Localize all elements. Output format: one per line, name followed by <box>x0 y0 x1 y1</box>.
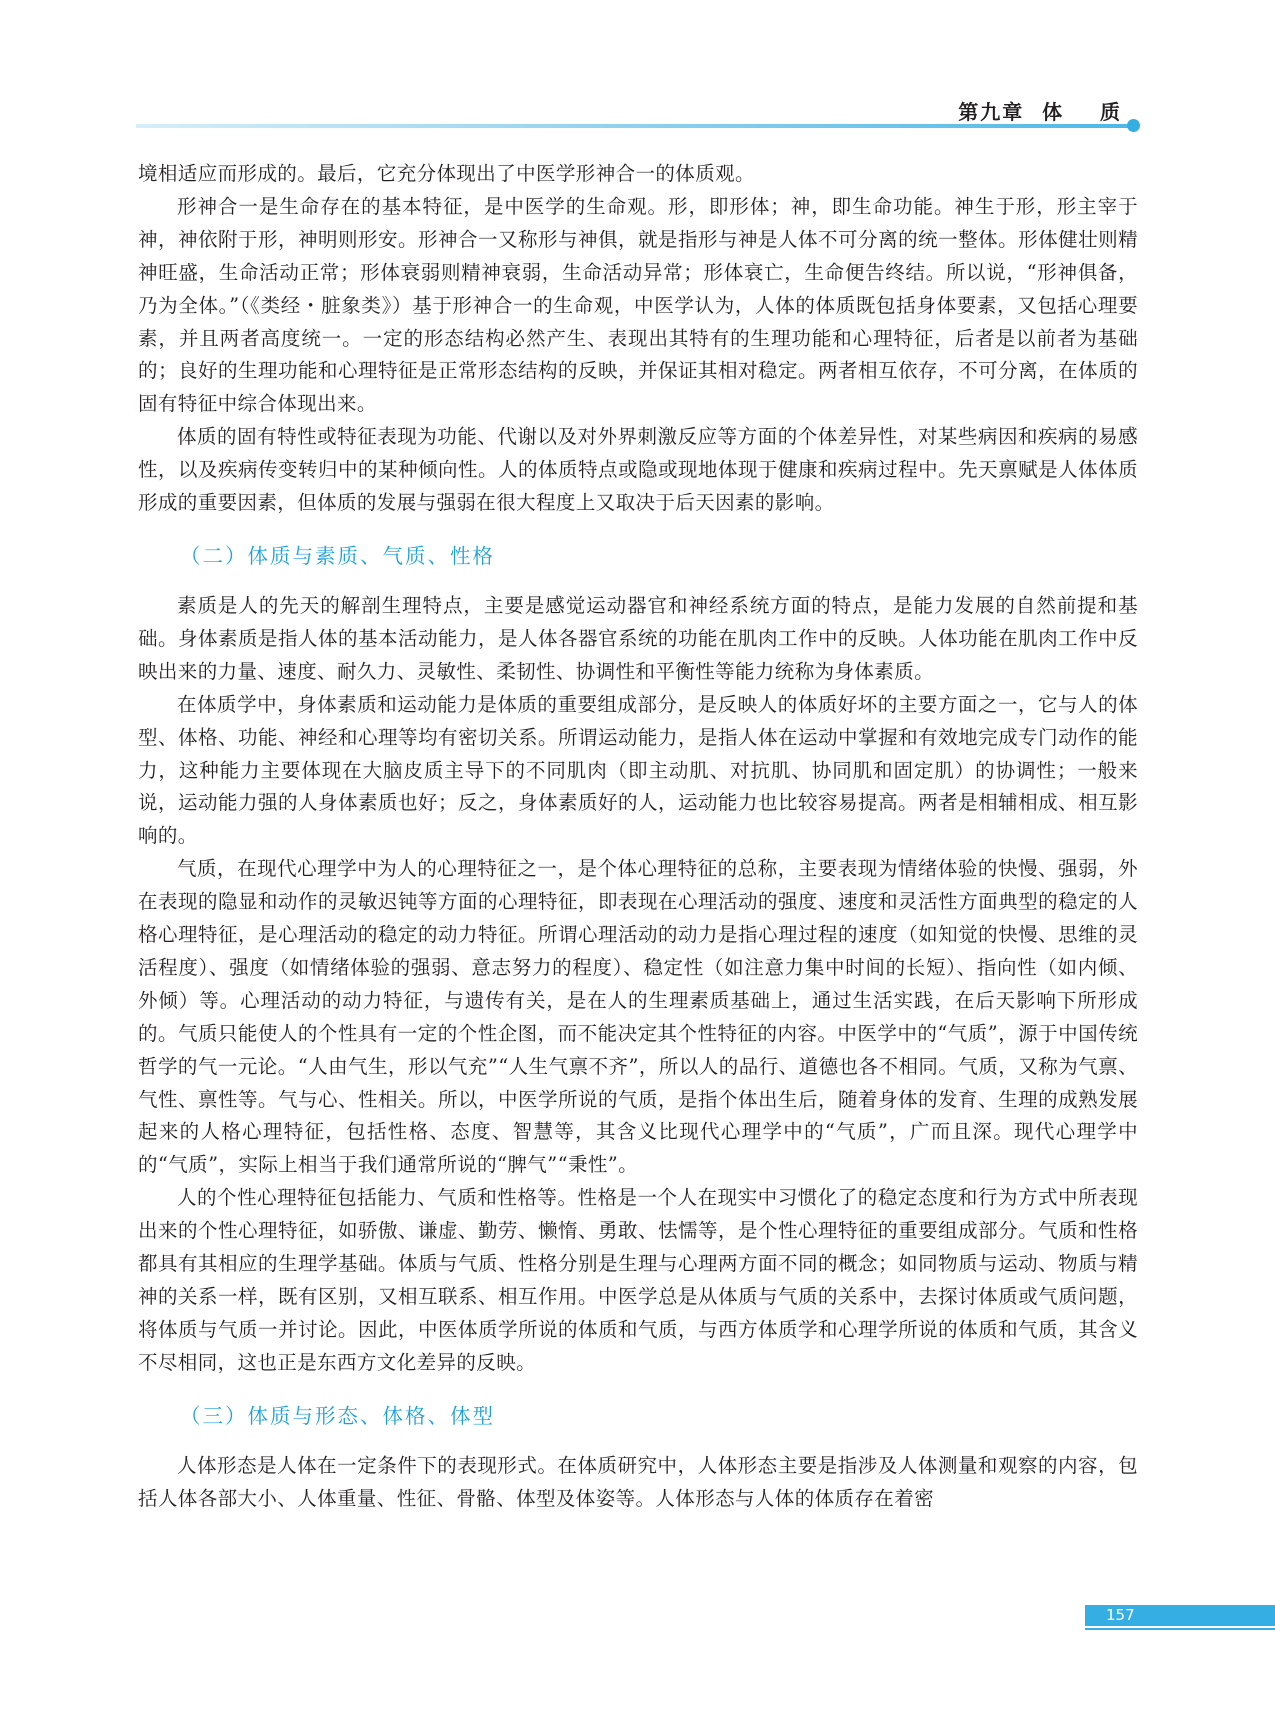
section-heading-2: （二）体质与素质、气质、性格 <box>180 543 495 568</box>
header-dot <box>1127 119 1140 132</box>
paragraph-3: 体质的固有特性或特征表现为功能、代谢以及对外界刺激反应等方面的个体差异性，对某些病因和疾病的易感性，以及疾病传变转归中的某种倾向性。人的体质特点或隐或现地体现于健康和疾病过程中。先天禀赋是人体体质形成的重要因素，但体质的发展与强弱在很大程度上又取决于后天因素的影响。 <box>138 425 1138 515</box>
page-body <box>138 158 1138 1516</box>
paragraph-5: 在体质学中，身体素质和运动能力是体质的重要组成部分，是反映人的体质好坏的主要方面之一，它与人的体型、体格、功能、神经和心理等均有密切关系。所谓运动能力，是指人体在运动中掌握和有效地完成专门动作的能力，这种能力主要体现在大脑皮质主导下的不同肌肉（即主动肌、对抗肌、协同肌和固定肌）的协调性；一般来说，运动能力强的人身体素质也好；反之，身体素质好的人，运动能力也比较容易提高。两者是相辅相成、相互影响的。 <box>138 692 1138 848</box>
paragraph-7: 人的个性心理特征包括能力、气质和性格等。性格是一个人在现实中习惯化了的稳定态度和行为方式中所表现出来的个性心理特征，如骄傲、谦虚、勤劳、懒惰、勇敢、怯懦等，是个性心理特征的重要组成部分。气质和性格都具有其相应的生理学基础。体质与气质、性格分别是生理与心理两方面不同的概念；如同物质与运动、物质与精神的关系一样，既有区别，又相互联系、相互作用。中医学总是从体质与气质的关系中，去探讨体质或气质问题，将体质与气质一并讨论。因此，中医体质学所说的体质和气质，与西方体质学和心理学所说的体质和气质，其含义不尽相同，这也正是东西方文化差异的反映。 <box>138 1186 1138 1374</box>
footer-line <box>1085 1628 1275 1630</box>
paragraph-6: 气质，在现代心理学中为人的心理特征之一，是个体心理特征的总称，主要表现为情绪体验的快慢、强弱，外在表现的隐显和动作的灵敏迟钝等方面的心理特征，即表现在心理活动的强度、速度和灵活性方面典型的稳定的人格心理特征，是心理活动的稳定的动力特征。所谓心理活动的动力是指心理过程的速度（如知觉的快慢、思维的灵活程度）、强度（如情绪体验的强弱、意志努力的程度）、稳定性（如注意力集中时间的长短）、指向性（如内倾、外倾）等。心理活动的动力特征，与遗传有关，是在人的生理素质基础上，通过生活实践，在后天影响下所形成的。气质只能使人的个性具有一定的个性企图，而不能决定其个性特征的内容。中医学中的“气质”，源于中国传统哲学的气一元论。“人由气生，形以气充”“人生气禀不齐”，所以人的品行、道德也各不相同。气质，又称为气禀、气性、禀性等。气与心、性相关。所以，中医学所说的气质，是指个体出生后，随着身体的发育、生理的成熟发展起来的人格心理特征，包括性格、态度、智慧等，其含义比现代心理学中的“气质”，广而且深。现代心理学中的“气质”，实际上相当于我们通常所说的“脾气”“秉性”。 <box>138 857 1138 1177</box>
paragraph-8: 人体形态是人体在一定条件下的表现形式。在体质研究中，人体形态主要是指涉及人体测量和观察的内容，包括人体各部大小、人体重量、性征、骨骼、体型及体姿等。人体形态与人体的体质存在着密 <box>138 1453 1138 1510</box>
page-number: 157 <box>1106 1606 1135 1624</box>
header-rule <box>136 124 1132 128</box>
paragraph-2: 形神合一是生命存在的基本特征，是中医学的生命观。形，即形体；神，即生命功能。神生于形，形主宰于神，神依附于形，神明则形安。形神合一又称形与神俱，就是指形与神是人体不可分离的统一整体。形体健壮则精神旺盛，生命活动正常；形体衰弱则精神衰弱，生命活动异常；形体衰亡，生命便告终结。所以说，“形神俱备，乃为全体。”（《类经・脏象类》）基于形神合一的生命观，中医学认为，人体的体质既包括身体要素，又包括心理要素，并且两者高度统一。一定的形态结构必然产生、表现出其特有的生理功能和心理特征，后者是以前者为基础的；良好的生理功能和心理特征是正常形态结构的反映，并保证其相对稳定。两者相互依存，不可分离，在体质的固有特征中综合体现出来。 <box>138 194 1138 416</box>
chapter-title: 第九章 体 质 <box>958 100 1122 124</box>
paragraph-1: 境相适应而形成的。最后，它充分体现出了中医学形神合一的体质观。 <box>138 162 755 185</box>
section-heading-3: （三）体质与形态、体格、体型 <box>180 1403 495 1428</box>
paragraph-4: 素质是人的先天的解剖生理特点，主要是感觉运动器官和神经系统方面的特点，是能力发展的自然前提和基础。身体素质是指人体的基本活动能力，是人体各器官系统的功能在肌肉工作中的反映。人体功能在肌肉工作中反映出来的力量、速度、耐久力、灵敏性、柔韧性、协调性和平衡性等能力统称为身体素质。 <box>138 593 1138 683</box>
